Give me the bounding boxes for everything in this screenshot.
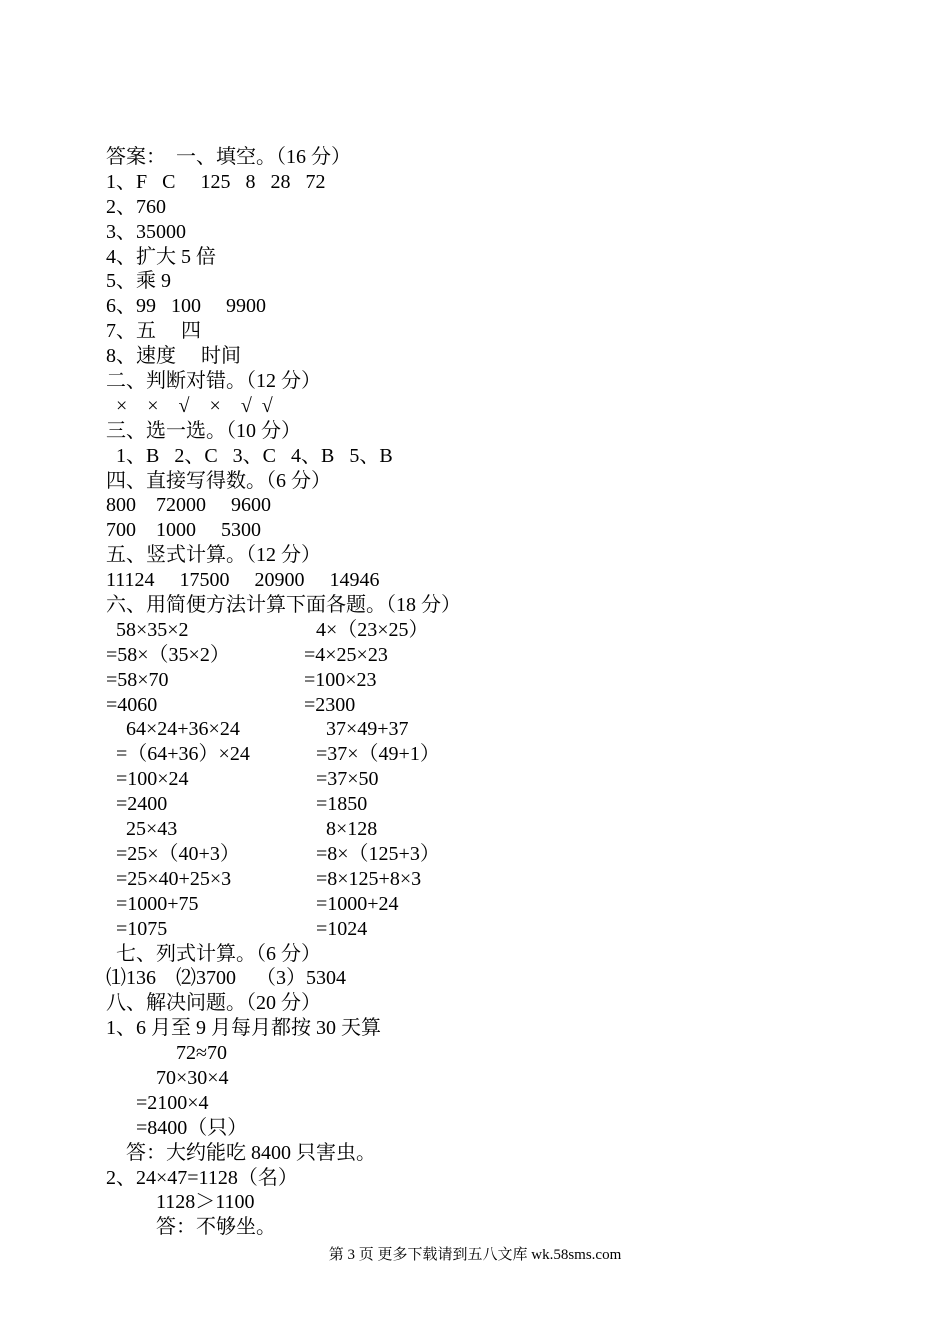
solve-line-3: 70×30×4 xyxy=(106,1066,229,1089)
fill-answer-8: 8、速度 时间 xyxy=(106,345,241,368)
answers-title: 答案： 一、填空。（16 分） xyxy=(106,146,351,168)
simple-calc-right: =2300 xyxy=(304,693,356,716)
list-answers: ⑴136 ⑵3700 （3）5304 xyxy=(106,967,346,990)
solve-line-5: =8400（只） xyxy=(106,1116,248,1139)
simple-calc-right: =37×50 xyxy=(316,768,379,791)
simple-calc-left: =1000+75 xyxy=(106,892,199,915)
simple-calc-left: =58×（35×2） xyxy=(106,643,230,666)
simple-calc-row xyxy=(106,767,886,792)
simple-calc-left: 64×24+36×24 xyxy=(106,718,240,741)
simple-calc-left: 25×43 xyxy=(106,818,178,841)
simple-calc-left: =（64+36）×24 xyxy=(106,743,250,766)
simple-calc-row xyxy=(106,643,886,668)
solve-line-8: 1128＞1100 xyxy=(106,1191,255,1214)
list-section-title: 七、列式计算。（6 分） xyxy=(106,942,321,965)
fill-answer-2: 2、760 xyxy=(106,195,166,218)
simple-calc-row xyxy=(106,668,886,693)
vertical-section-title: 五、竖式计算。（12 分） xyxy=(106,544,321,567)
simple-calc-right: =1850 xyxy=(316,793,368,816)
choose-answers: 1、B 2、C 3、C 4、B 5、B xyxy=(106,444,393,467)
simple-calc-left: =1075 xyxy=(106,917,168,940)
solve-line-2: 72≈70 xyxy=(106,1042,227,1065)
simple-calc-row xyxy=(106,867,886,892)
simple-calc-left: 58×35×2 xyxy=(106,618,189,641)
answer-document xyxy=(106,145,886,1240)
simple-calc-row xyxy=(106,792,886,817)
fill-answer-1: 1、F C 125 8 28 72 xyxy=(106,170,326,193)
simple-calc-right: =37×（49+1） xyxy=(316,743,440,766)
simple-calc-row xyxy=(106,917,886,942)
fill-answer-5: 5、乘 9 xyxy=(106,270,171,293)
simple-calc-right: =100×23 xyxy=(304,668,377,691)
fill-answer-3: 3、35000 xyxy=(106,220,186,243)
solve-line-4: =2100×4 xyxy=(106,1091,209,1114)
solve-line-1: 1、6 月至 9 月每月都按 30 天算 xyxy=(106,1017,381,1040)
solve-line-6: 答：大约能吃 8400 只害虫。 xyxy=(106,1141,376,1164)
simple-calc-right: 8×128 xyxy=(316,818,378,841)
simple-calc-row xyxy=(106,717,886,742)
vertical-answers: 11124 17500 20900 14946 xyxy=(106,569,380,592)
simple-section-title: 六、用简便方法计算下面各题。（18 分） xyxy=(106,594,461,617)
simple-calc-row xyxy=(106,817,886,842)
simple-calc-right: 4×（23×25） xyxy=(316,618,429,641)
fill-answer-4: 4、扩大 5 倍 xyxy=(106,245,216,268)
direct-row-2: 700 1000 5300 xyxy=(106,519,261,542)
simple-calc-row xyxy=(106,892,886,917)
simple-calc-row xyxy=(106,693,886,718)
page-footer: 第 3 页 更多下载请到五八文库 wk.58sms.com xyxy=(328,1247,622,1263)
solve-section-title: 八、解决问题。（20 分） xyxy=(106,992,321,1015)
simple-calc-left: =58×70 xyxy=(106,668,169,691)
simple-calc-left: =25×40+25×3 xyxy=(106,867,232,890)
judge-marks: × × √ × √ √ xyxy=(106,394,273,417)
simple-calc-left: =100×24 xyxy=(106,768,189,791)
simple-calc-left: =4060 xyxy=(106,693,158,716)
simple-calc-left: =2400 xyxy=(106,793,168,816)
fill-answer-6: 6、99 100 9900 xyxy=(106,295,266,318)
simple-calc-right: =8×（125+3） xyxy=(316,842,440,865)
choose-section-title: 三、选一选。（10 分） xyxy=(106,419,301,442)
solve-line-9: 答：不够坐。 xyxy=(106,1216,276,1239)
direct-row-1: 800 72000 9600 xyxy=(106,494,271,517)
direct-section-title: 四、直接写得数。（6 分） xyxy=(106,469,331,492)
simple-calc-row xyxy=(106,618,886,643)
solve-line-7: 2、24×47=1128（名） xyxy=(106,1166,298,1189)
simple-calc-left: =25×（40+3） xyxy=(106,842,240,865)
simple-calc-right: =1000+24 xyxy=(316,892,399,915)
simple-calc-right: =1024 xyxy=(316,917,368,940)
fill-answer-7: 7、五 四 xyxy=(106,320,201,343)
simple-calc-right: 37×49+37 xyxy=(316,718,409,741)
simple-calc-rows xyxy=(106,618,886,942)
simple-calc-right: =4×25×23 xyxy=(304,643,388,666)
judge-section-title: 二、判断对错。（12 分） xyxy=(106,370,321,393)
simple-calc-right: =8×125+8×3 xyxy=(316,867,422,890)
simple-calc-row xyxy=(106,742,886,767)
simple-calc-row xyxy=(106,842,886,867)
